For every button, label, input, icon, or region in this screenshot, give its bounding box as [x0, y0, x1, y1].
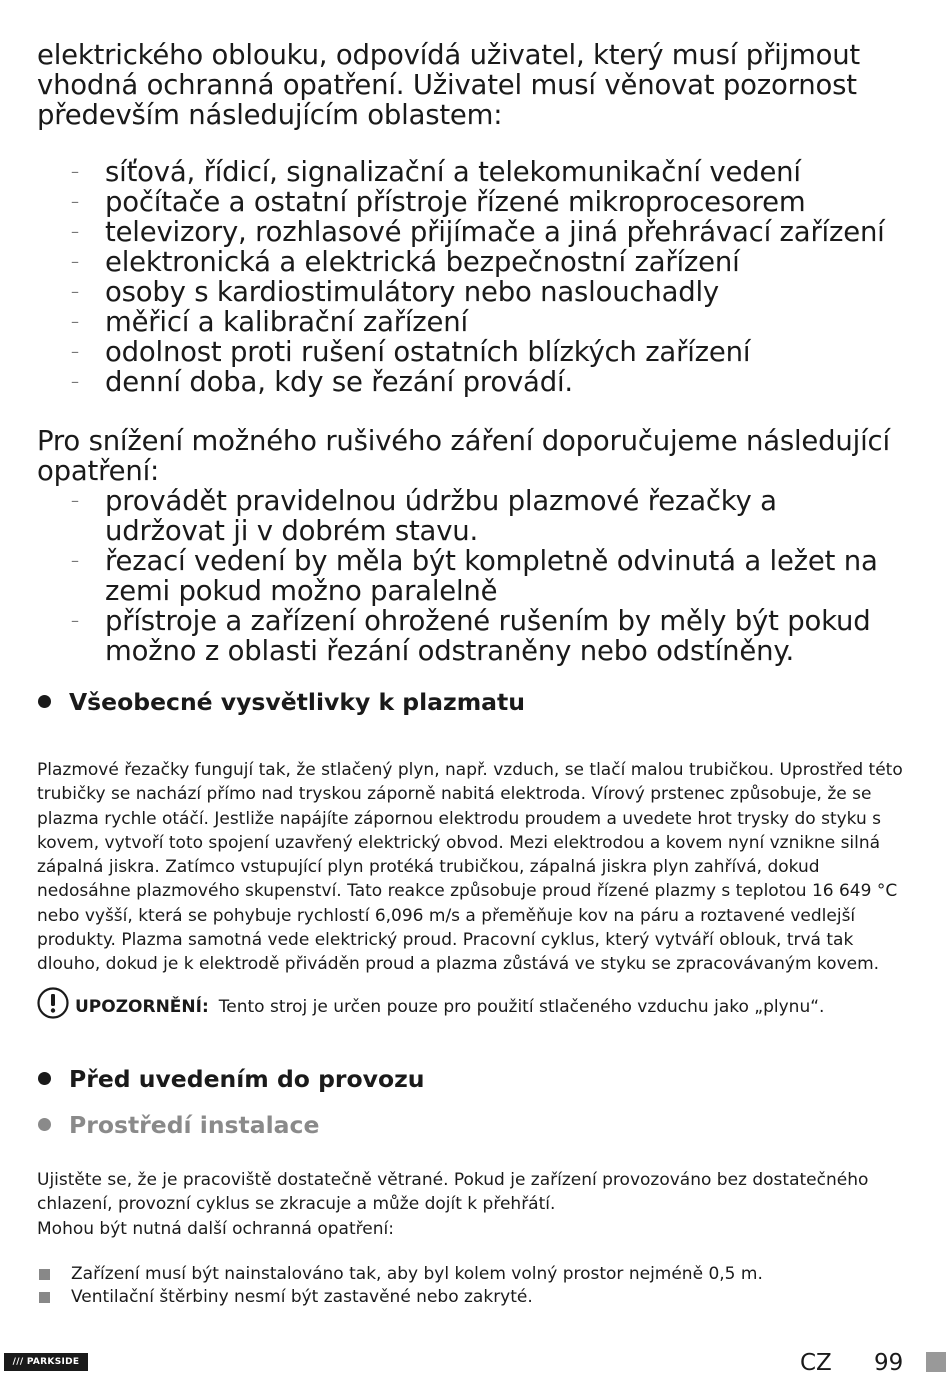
list-item: – provádět pravidelnou údržbu plazmové řezačky a udržovat ji v dobrém stavu.	[71, 485, 777, 547]
dash-bullet: –	[71, 372, 79, 391]
warning-label: UPOZORNĚNÍ:	[75, 997, 209, 1017]
measures-intro: Pro snížení možného rušivého záření doporučujeme následující opatření:	[37, 425, 890, 487]
dash-bullet: –	[71, 611, 79, 630]
measures-list	[37, 486, 897, 666]
warning-note	[37, 987, 824, 1019]
list-item: – osoby s kardiostimulátory nebo naslouchadly	[71, 276, 719, 308]
environment-more: Mohou být nutná další ochranná opatření:	[37, 1218, 394, 1239]
language-code: CZ	[800, 1350, 832, 1376]
section-heading-plasma: Všeobecné vysvětlivky k plazmatu	[38, 688, 525, 716]
section-heading-before-use: Před uvedením do provozu	[38, 1065, 425, 1093]
list-item: – řezací vedení by měla být kompletně odvinutá a ležet na zemi pokud možno paralelně	[71, 545, 878, 607]
list-item: – síťová, řídicí, signalizační a telekomunikační vedení	[71, 156, 801, 188]
bullet-dot-icon	[38, 1118, 51, 1131]
environment-paragraph: Ujistěte se, že je pracoviště dostatečně větrané. Pokud je zařízení provozováno bez dostatečného chlazení, provozní cyklus se zkracuje a může dojít k přehřátí. Mohou být nutná další ochranná opatření:	[37, 1168, 897, 1241]
bullet-dot-icon	[38, 1072, 51, 1085]
dash-bullet: –	[71, 252, 79, 271]
list-item: – počítače a ostatní přístroje řízené mikroprocesorem	[71, 186, 806, 218]
parkside-logo: /// PARKSIDE	[4, 1353, 88, 1371]
dash-bullet: –	[71, 342, 79, 361]
dash-bullet: –	[71, 282, 79, 301]
environment-list	[37, 1263, 763, 1309]
section-heading-environment: Prostředí instalace	[38, 1111, 319, 1139]
square-bullet-icon	[39, 1269, 50, 1280]
plasma-paragraph: Plazmové řezačky fungují tak, že stlačený plyn, např. vzduch, se tlačí malou trubičkou. Uprostřed této trubičky se nachází přímo nad tryskou záporně nabitá elektroda. Vírový prstenec způsobuje, že se plazma rychle otáčí. Jestliže napájíte zápornou elektrodu proudem a uvedete hrot trysky do styku s kovem, vytvoří toto spojení uzavřený elektrický obvod. Mezi elektrodou a kovem nyní vznikne silná zápalná jiskra. Zatímco vstupující plyn protéká trubičkou, zápalná jiskra plyn zahřívá, dokud nedosáhne plazmového skupenství. Tato reakce způsobuje proud řízené plazmy s teplotou 16 649 °C nebo vyšší, která se pohybuje rychlostí 6,096 m/s a přeměňuje kov na páru a roztavené vedlejší produkty. Plazma samotná vede elektrický proud. Pracovní cyklus, který vytváří oblouk, trvá tak dlouho, dokud je k elektrodě přiváděn proud a plazma zůstává ve styku se zpracovávaným kovem.	[37, 760, 903, 975]
square-bullet-icon	[39, 1292, 50, 1303]
dash-bullet: –	[71, 222, 79, 241]
intro-paragraph: elektrického oblouku, odpovídá uživatel, který musí přijmout vhodná ochranná opatření. Uživatel musí věnovat pozornost především následujícím oblastem:	[37, 39, 861, 131]
dash-bullet: –	[71, 192, 79, 211]
warning-text: Tento stroj je určen pouze pro použití stlačeného vzduchu jako „plynu“.	[218, 997, 825, 1017]
exclamation-circle-icon	[37, 987, 69, 1019]
dash-bullet: –	[71, 162, 79, 181]
bullet-dot-icon	[38, 695, 51, 708]
list-item: – denní doba, kdy se řezání provádí.	[71, 366, 573, 398]
dash-bullet: –	[71, 491, 79, 510]
list-item: – přístroje a zařízení ohrožené rušením by měly být pokud možno z oblasti řezání odstraněny nebo odstíněny.	[71, 605, 871, 667]
list-item: – měřicí a kalibrační zařízení	[71, 306, 468, 338]
page-marker	[926, 1352, 946, 1372]
page-number: 99	[874, 1350, 904, 1376]
list-item: – elektronická a elektrická bezpečnostní zařízení	[71, 246, 740, 278]
list-item: Zařízení musí být nainstalováno tak, aby byl kolem volný prostor nejméně 0,5 m.	[37, 1263, 763, 1286]
list-item: – odolnost proti rušení ostatních blízkých zařízení	[71, 336, 751, 368]
areas-list	[37, 157, 927, 397]
list-item: Ventilační štěrbiny nesmí být zastavěné nebo zakryté.	[37, 1286, 763, 1309]
dash-bullet: –	[71, 312, 79, 331]
dash-bullet: –	[71, 551, 79, 570]
list-item: – televizory, rozhlasové přijímače a jiná přehrávací zařízení	[71, 216, 885, 248]
